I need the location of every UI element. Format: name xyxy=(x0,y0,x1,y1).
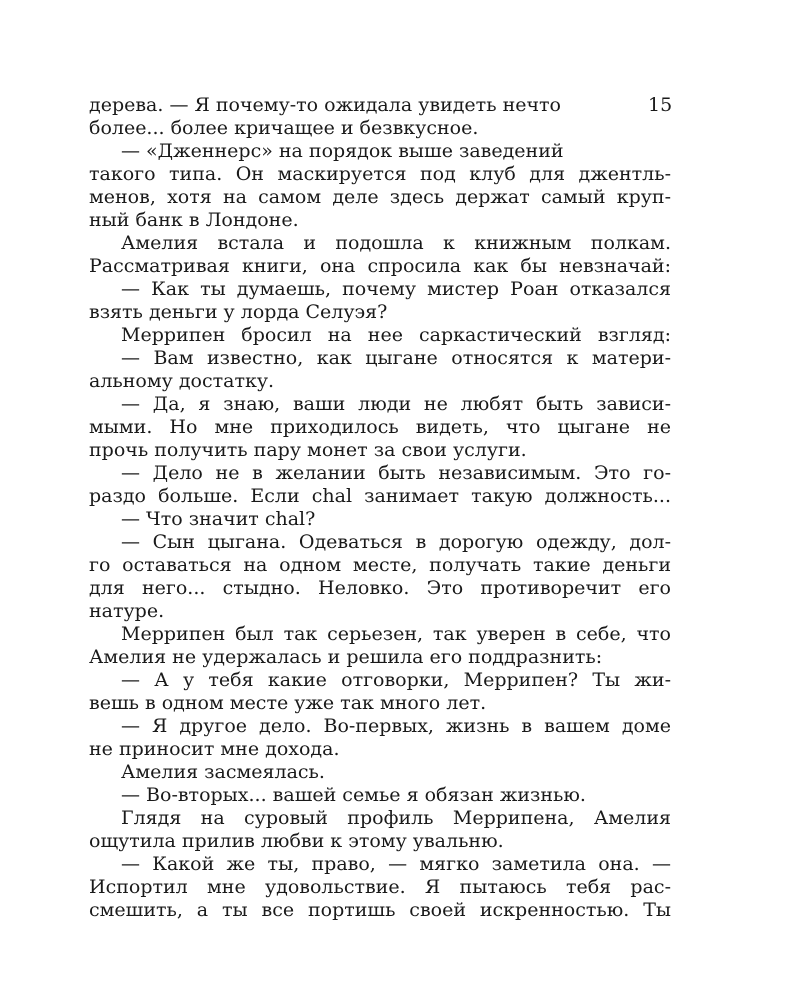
text-line: менов, хотя на самом деле здесь держат самый круп- xyxy=(89,186,671,208)
text-line: — Да, я знаю, ваши люди не любят быть зависи- xyxy=(121,393,671,415)
text-line: — Я другое дело. Во-первых, жизнь в вашем доме xyxy=(121,715,671,737)
body-text xyxy=(89,94,671,922)
text-line: — Вам известно, как цыгане относятся к матери- xyxy=(121,347,671,369)
text-line: го оставаться на одном месте, получать такие деньги xyxy=(89,554,671,576)
text-line: дерева. — Я почему-то ожидала увидеть нечто xyxy=(89,94,561,116)
text-line: — А у тебя какие отговорки, Меррипен? Ты жи- xyxy=(121,669,671,691)
text-line: Рассматривая книги, она спросила как бы невзначай: xyxy=(89,255,671,277)
text-line: Испортил мне удовольствие. Я пытаюсь тебя рас- xyxy=(89,876,671,898)
text-line: мыми. Но мне приходилось видеть, что цыгане не xyxy=(89,416,671,438)
text-line: — Сын цыгана. Одеваться в дорогую одежду, дол- xyxy=(121,531,671,553)
text-line: вешь в одном месте уже так много лет. xyxy=(89,692,487,714)
text-line: ный банк в Лондоне. xyxy=(89,209,299,231)
text-line: — Во-вторых... вашей семье я обязан жизнью. xyxy=(121,784,586,806)
text-line: альному достатку. xyxy=(89,370,275,392)
text-line: Амелия засмеялась. xyxy=(121,761,325,783)
text-line: — Какой же ты, право, — мягко заметила она. — xyxy=(121,853,671,875)
text-line: Глядя на суровый профиль Меррипена, Амелия xyxy=(121,807,671,829)
text-line: прочь получить пару монет за свои услуги. xyxy=(89,439,527,461)
text-line: более... более кричащее и безвкусное. xyxy=(89,117,479,139)
text-line: Меррипен был так серьезен, так уверен в себе, что xyxy=(121,623,671,645)
page-number: 15 xyxy=(648,94,673,116)
text-line: натуре. xyxy=(89,600,165,622)
text-line: Амелия не удержалась и решила его поддразнить: xyxy=(89,646,603,668)
text-line: — Что значит chal? xyxy=(121,508,316,530)
text-line: — Как ты думаешь, почему мистер Роан отказался xyxy=(121,278,671,300)
text-line: такого типа. Он маскируется под клуб для джентль- xyxy=(89,163,671,185)
text-line: взять деньги у лорда Селуэя? xyxy=(89,301,388,323)
text-line: — Дело не в желании быть независимым. Это го- xyxy=(121,462,671,484)
text-line: смешить, а ты все портишь своей искренностью. Ты xyxy=(89,899,671,921)
text-line: ощутила прилив любви к этому увальню. xyxy=(89,830,504,852)
text-line: — «Дженнерс» на порядок выше заведений xyxy=(121,140,564,162)
text-line: Меррипен бросил на нее саркастический взгляд: xyxy=(121,324,671,346)
text-line: раздо больше. Если chal занимает такую должность... xyxy=(89,485,671,507)
text-line: не приносит мне дохода. xyxy=(89,738,340,760)
text-line: для него... стыдно. Неловко. Это противоречит его xyxy=(89,577,671,599)
text-line: Амелия встала и подошла к книжным полкам. xyxy=(121,232,671,254)
